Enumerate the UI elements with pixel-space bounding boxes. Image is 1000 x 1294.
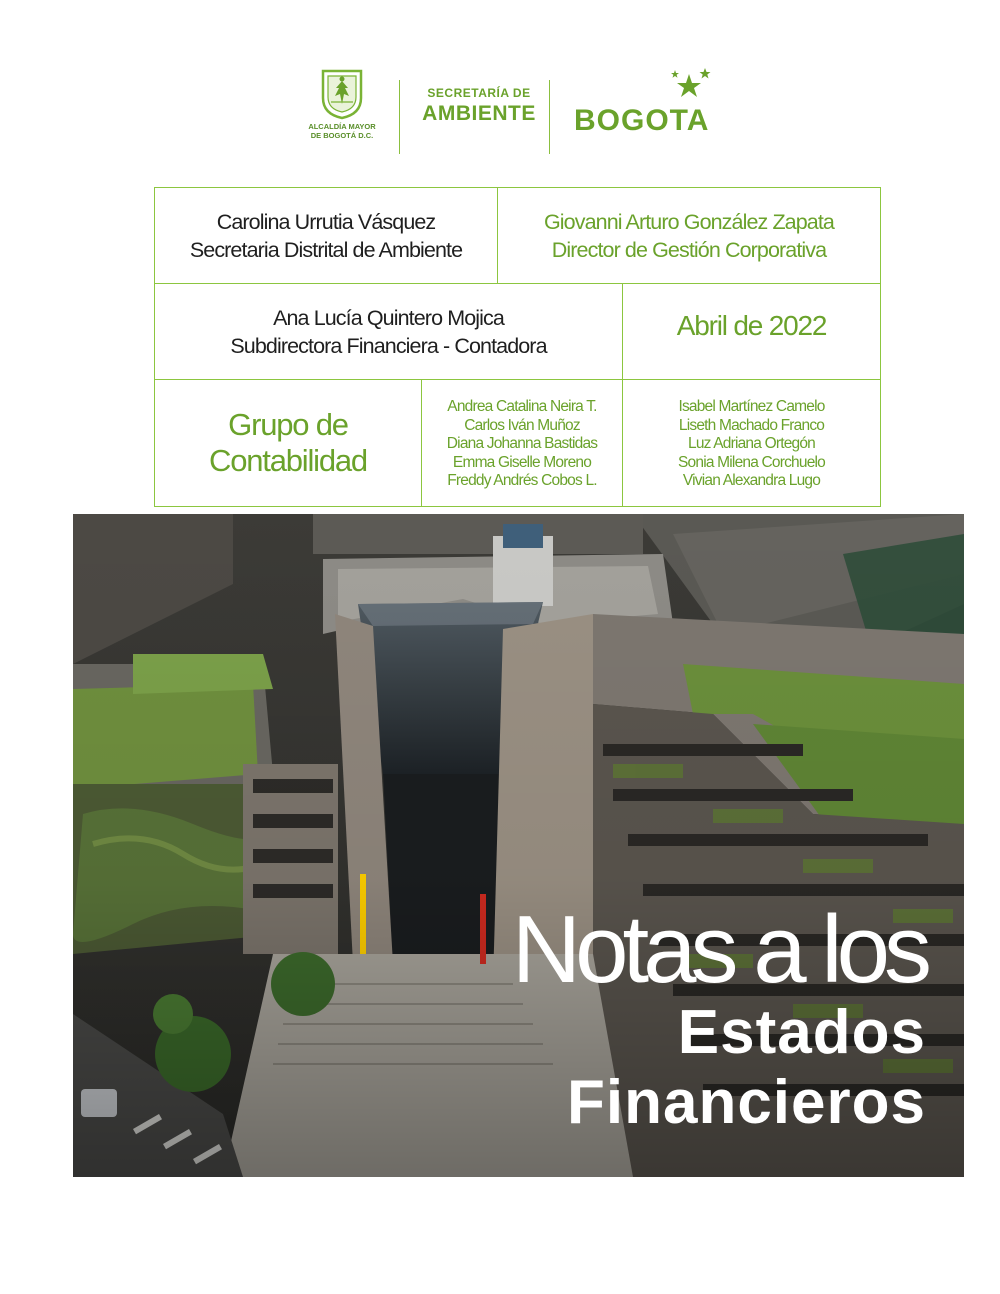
bogota-logo xyxy=(570,66,720,142)
cover-title-line1: Notas a los xyxy=(511,896,926,1003)
cover-title-line3: Financieros xyxy=(567,1068,926,1137)
member-name: Andrea Catalina Neira T. xyxy=(447,398,597,415)
member-name: Sonia Milena Corchuelo xyxy=(678,453,825,471)
director-name: Giovanni Arturo González Zapata xyxy=(543,209,834,234)
bogota-stars-icon xyxy=(665,66,715,106)
credits-table xyxy=(154,187,881,507)
cover-photo xyxy=(73,514,964,1177)
member-name: Emma Giselle Moreno xyxy=(452,453,592,471)
group-cell xyxy=(155,380,422,506)
coat-of-arms-icon xyxy=(320,68,364,120)
report-date: Abril de 2022 xyxy=(676,309,827,341)
director-cell xyxy=(498,188,880,284)
member-name: Vivian Alexandra Lugo xyxy=(682,472,821,489)
header-divider xyxy=(549,80,550,154)
group-title-line2: Contabilidad xyxy=(209,443,367,478)
date-cell xyxy=(623,284,880,380)
members-column-2 xyxy=(623,380,880,506)
member-name: Isabel Martínez Camelo xyxy=(678,398,825,415)
secretaria-cell xyxy=(155,188,498,284)
secretaria-role: Secretaria Distrital de Ambiente xyxy=(189,237,463,262)
members-column-1 xyxy=(422,380,623,506)
alcaldia-caption-line2: DE BOGOTÁ D.C. xyxy=(310,131,374,140)
subdirectora-role: Subdirectora Financiera - Contadora xyxy=(230,333,547,358)
secretaria-ambiente-logo xyxy=(416,86,542,126)
secretaria-line1: SECRETARÍA DE xyxy=(427,86,531,100)
group-title-line1: Grupo de xyxy=(228,407,348,442)
header-divider xyxy=(399,80,400,154)
alcaldia-caption-line1: ALCALDÍA MAYOR xyxy=(308,122,376,131)
secretaria-name: Carolina Urrutia Vásquez xyxy=(216,209,436,234)
secretaria-line2: AMBIENTE xyxy=(422,102,536,125)
subdirectora-cell xyxy=(155,284,623,380)
member-name: Diana Johanna Bastidas xyxy=(446,435,598,452)
alcaldia-logo xyxy=(300,68,384,148)
director-role: Director de Gestión Corporativa xyxy=(551,237,827,262)
cover-title xyxy=(511,896,926,1138)
member-name: Carlos Iván Muñoz xyxy=(464,416,580,434)
member-name: Freddy Andrés Cobos L. xyxy=(447,472,597,489)
bogota-wordmark: BOGOTA xyxy=(574,104,710,137)
member-name: Liseth Machado Franco xyxy=(678,416,825,434)
cover-title-line2: Estados xyxy=(677,998,926,1067)
member-name: Luz Adriana Ortegón xyxy=(688,435,815,452)
subdirectora-name: Ana Lucía Quintero Mojica xyxy=(273,305,504,330)
